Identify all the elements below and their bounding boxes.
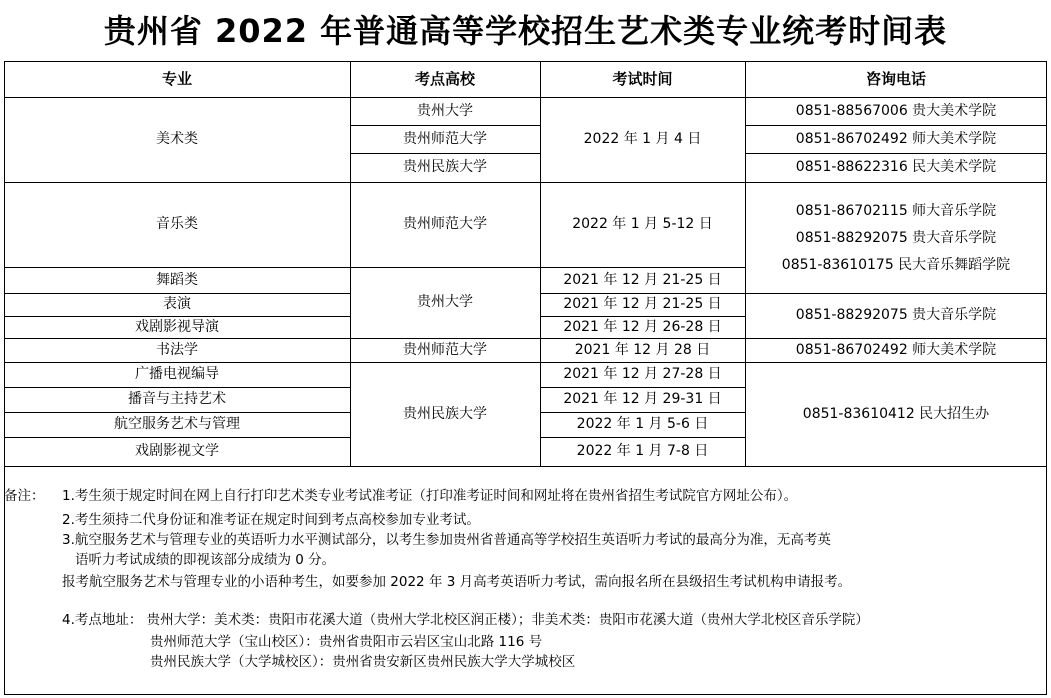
note-1: 1.考生须于规定时间在网上自行打印艺术类专业考试准考证（打印准考证时间和网址将在贵州省招生考试院官方网址公布）。 [62, 488, 798, 504]
note-2: 2.考生须持二代身份证和准考证在规定时间到考点高校参加专业考试。 [62, 512, 480, 528]
phone-art-gzmu: 0851-88622316 民大美术学院 [795, 159, 997, 176]
school-gznu: 贵州师范大学 [403, 341, 487, 358]
header-school: 考点高校 [414, 69, 475, 88]
school-gzu: 贵州大学 [417, 102, 473, 119]
header-time: 考试时间 [612, 69, 673, 88]
school-gzmu: 贵州民族大学 [403, 159, 487, 176]
note-4-gzmu: 贵州民族大学（大学城校区）：贵州省贵安新区贵州民族大学大学城校区 [150, 654, 576, 670]
time-perform: 2021 年 12 月 21-25 日 [563, 296, 722, 313]
phone-music-gzmu: 0851-83610175 民大音乐舞蹈学院 [781, 256, 1011, 273]
header-major: 专业 [161, 69, 192, 88]
major-hosting: 播音与主持艺术 [128, 391, 226, 408]
phone-music-gzu: 0851-88292075 贵大音乐学院 [795, 229, 997, 246]
time-music: 2022 年 1 月 5-12 日 [572, 216, 713, 233]
time-art: 2022 年 1 月 4 日 [583, 131, 702, 148]
school-gznu: 贵州师范大学 [403, 130, 487, 147]
row-divider [4, 466, 1047, 467]
phone-music-gznu: 0851-86702115 师大音乐学院 [795, 202, 997, 219]
school-gzmu: 贵州民族大学 [403, 405, 487, 422]
time-dance: 2021 年 12 月 21-25 日 [563, 271, 722, 288]
major-aviation: 航空服务艺术与管理 [114, 416, 240, 433]
note-3-extra: 报考航空服务艺术与管理专业的小语种考生，如要参加 2022 年 3 月高考英语听力考试，需向报名所在县级招生考试机构申请报考。 [62, 574, 852, 590]
major-dance: 舞蹈类 [156, 271, 198, 288]
note-3: 3.航空服务艺术与管理专业的英语听力水平测试部分，以考生参加贵州省普通高等学校招生英语听力考试的最高分为准，无高考英 [62, 532, 831, 548]
time-drama-literature: 2022 年 1 月 7-8 日 [576, 443, 709, 460]
major-music: 音乐类 [156, 216, 198, 233]
major-drama-directing: 戏剧影视导演 [135, 318, 219, 335]
major-broadcast: 广播电视编导 [135, 366, 219, 383]
phone-art-gzu: 0851-88567006 贵大美术学院 [795, 102, 997, 119]
page-title: 贵州省 2022 年普通高等学校招生艺术类专业统考时间表 [103, 12, 948, 50]
phone-perform: 0851-88292075 贵大音乐学院 [795, 307, 997, 324]
time-calligraphy: 2021 年 12 月 28 日 [574, 341, 711, 358]
notes-label: 备注： [4, 488, 45, 504]
note-3-cont: 语听力考试成绩的即视该部分成绩为 0 分。 [75, 552, 336, 568]
phone-calligraphy: 0851-86702492 师大美术学院 [795, 341, 997, 358]
school-gznu: 贵州师范大学 [403, 216, 487, 233]
major-art: 美术类 [156, 131, 198, 148]
phone-gzmu-office: 0851-83610412 民大招生办 [802, 405, 990, 422]
school-gzu: 贵州大学 [417, 294, 473, 311]
time-broadcast: 2021 年 12 月 27-28 日 [563, 366, 722, 383]
phone-art-gznu: 0851-86702492 师大美术学院 [795, 130, 997, 147]
time-drama-directing: 2021 年 12 月 26-28 日 [563, 318, 722, 335]
note-4: 4.考点地址： 贵州大学：美术类：贵阳市花溪大道（贵州大学北校区润正楼）；非美术类：贵阳市花溪大道（贵州大学北校区音乐学院） [62, 612, 869, 628]
major-calligraphy: 书法学 [156, 341, 198, 358]
note-4-gznu: 贵州师范大学（宝山校区）：贵州省贵阳市云岩区宝山北路 116 号 [150, 634, 543, 650]
major-perform: 表演 [163, 296, 191, 313]
time-hosting: 2021 年 12 月 29-31 日 [563, 391, 722, 408]
header-phone: 咨询电话 [865, 69, 926, 88]
time-aviation: 2022 年 1 月 5-6 日 [576, 416, 709, 433]
major-drama-literature: 戏剧影视文学 [135, 443, 219, 460]
